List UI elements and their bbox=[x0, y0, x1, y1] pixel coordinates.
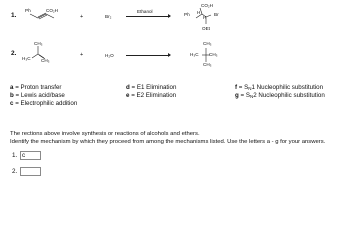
reaction-2-product-ch3-right: CH₃ bbox=[209, 52, 218, 57]
mechanism-d bbox=[126, 84, 176, 91]
mechanism-f bbox=[235, 84, 323, 91]
mechanism-g-subscript: N bbox=[249, 94, 254, 99]
reaction-2-product-h3c: H₃C bbox=[190, 52, 199, 57]
reaction-1-number: 1. bbox=[11, 12, 17, 19]
mechanism-a bbox=[10, 84, 61, 91]
answer-2-input[interactable] bbox=[20, 167, 41, 176]
mechanism-g-letter: g bbox=[235, 92, 239, 99]
mechanism-g-text-post: 2 Nucleophilic substitution bbox=[253, 92, 325, 99]
answer-2-label: 2. bbox=[12, 168, 18, 175]
mechanism-d-letter: d bbox=[126, 84, 130, 91]
reaction-1-arrowhead bbox=[168, 14, 171, 18]
mechanism-b bbox=[10, 92, 65, 99]
answer-1-label: 1. bbox=[12, 152, 18, 159]
reaction-2-ch3-top: CH₃ bbox=[34, 41, 43, 46]
reaction-2-arrow bbox=[126, 55, 170, 56]
mechanism-a-text: = Proton transfer bbox=[15, 84, 62, 91]
reaction-2-product-ch3-bottom: CH₃ bbox=[203, 62, 212, 67]
reaction-2-number: 2. bbox=[11, 50, 17, 57]
instructions-line-2: Identify the mechanism by which they proceed from among the mechanisms listed. Use the letters a - g for your answers. bbox=[10, 139, 326, 145]
reaction-2-h3c: H₃C bbox=[22, 56, 31, 61]
reaction-1-product-ph: Ph bbox=[184, 12, 190, 17]
mechanism-a-letter: a bbox=[10, 84, 14, 91]
mechanism-e-text: = E2 Elimination bbox=[131, 92, 177, 99]
reaction-2-product-ch3-top: CH₃ bbox=[203, 41, 212, 46]
mechanism-e-letter: e bbox=[126, 92, 130, 99]
reaction-1-condition: Ethanol bbox=[137, 9, 153, 14]
mechanism-c bbox=[10, 100, 77, 107]
reaction-1-co2h-label: CO₂H bbox=[46, 8, 58, 13]
mechanism-f-text-post: 1 Nucleophilic substitution bbox=[251, 84, 324, 91]
reaction-1-ph-label: Ph bbox=[25, 8, 31, 13]
mechanism-g-text-pre: = S bbox=[240, 92, 250, 99]
mechanism-d-text: = E1 Elimination bbox=[131, 84, 177, 91]
reaction-1-product-h: H bbox=[197, 10, 201, 15]
reaction-2-product-structure bbox=[195, 42, 235, 72]
reaction-1-product-oet: OEt bbox=[202, 26, 210, 31]
mechanism-f-text-pre: = S bbox=[238, 84, 249, 91]
instructions-line-1: The rections above involve synthesis or reactions of alcohols and ethers. bbox=[10, 131, 200, 137]
mechanism-b-text: = Lewis acid/base bbox=[15, 92, 65, 99]
mechanism-e bbox=[126, 92, 176, 99]
mechanism-c-letter: c bbox=[10, 100, 14, 107]
reaction-1-arrow bbox=[126, 16, 170, 17]
reaction-1-product-h2: H bbox=[203, 15, 207, 20]
reaction-1-plus: + bbox=[80, 14, 84, 20]
reaction-2-ch3-right: CH₃ bbox=[41, 58, 50, 63]
reaction-2-reagent: H₂O bbox=[105, 53, 114, 58]
reaction-1-reagent: Br₂ bbox=[105, 14, 112, 19]
answer-1-input[interactable] bbox=[20, 151, 41, 160]
reaction-2-plus: + bbox=[80, 52, 84, 58]
reaction-2-reactant-structure bbox=[24, 40, 64, 70]
mechanism-g bbox=[235, 92, 325, 99]
reaction-1-product-br: Br bbox=[214, 12, 219, 17]
reaction-2-arrowhead bbox=[168, 53, 171, 57]
mechanism-f-subscript: N bbox=[248, 86, 252, 91]
reaction-1-product-co2h: CO₂H bbox=[201, 3, 213, 8]
mechanism-f-letter: f bbox=[235, 84, 238, 91]
mechanism-b-letter: b bbox=[10, 92, 14, 99]
mechanism-c-text: = Electrophilic addition bbox=[15, 100, 78, 107]
